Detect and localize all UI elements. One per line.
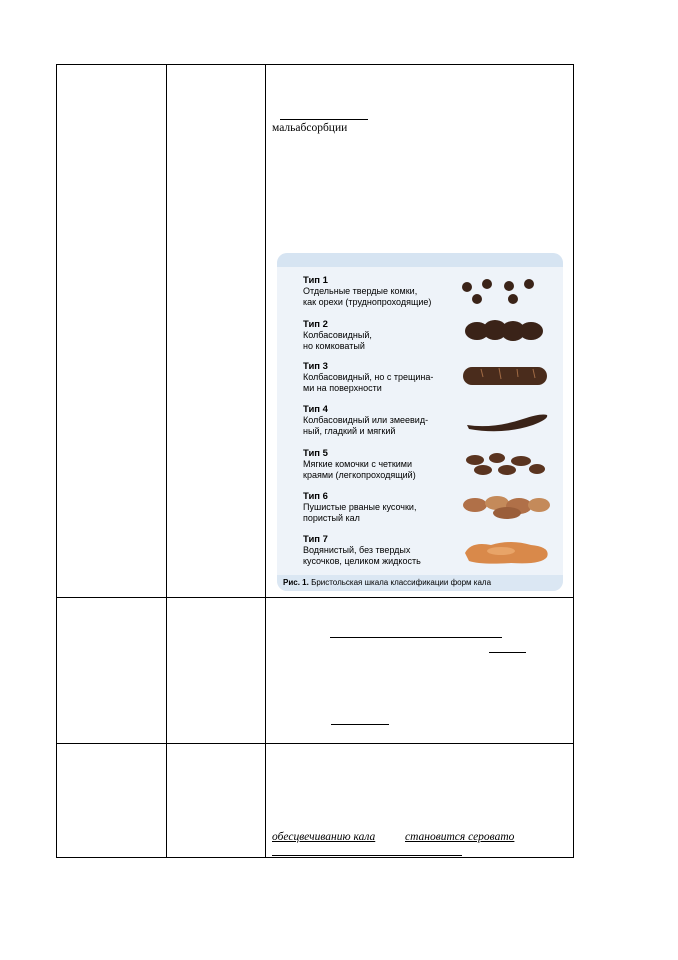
type-4-stool-image [463, 407, 553, 433]
type-1-title: Тип 1 [303, 275, 328, 286]
blank-underline [280, 119, 368, 120]
type-4-desc-line2: ный, гладкий и мягкий [303, 426, 396, 436]
table-row-divider-2 [56, 743, 574, 744]
type-7-item [303, 534, 473, 567]
type-2-desc-line2: но комковатый [303, 341, 365, 351]
type-7-stool-image [461, 537, 553, 567]
table-border-top [56, 64, 574, 65]
table-row-divider-1 [56, 597, 574, 598]
type-3-title: Тип 3 [303, 361, 328, 372]
type-3-stool-image [461, 363, 551, 389]
blank-underline [330, 637, 502, 638]
type-5-title: Тип 5 [303, 448, 328, 459]
type-4-item [303, 404, 473, 437]
table-border-bottom [56, 857, 574, 858]
type-4-desc-line1: Колбасовидный или змеевид- [303, 415, 429, 425]
type-5-desc-line1: Мягкие комочки с четкими [303, 459, 413, 469]
type-6-title: Тип 6 [303, 491, 328, 502]
type-1-desc-line1: Отдельные твердые комки, [303, 286, 418, 296]
type-6-desc-line1: Пушистые рваные кусочки, [303, 502, 417, 512]
type-7-title: Тип 7 [303, 534, 328, 545]
blank-underline [272, 855, 462, 856]
malabsorption-text: мальабсорбции [272, 122, 348, 134]
type-3-desc-line2: ми на поверхности [303, 383, 382, 393]
figure-header-band [277, 253, 563, 267]
blank-underline [331, 724, 389, 725]
table-column-divider-2 [265, 64, 266, 858]
blank-underline [489, 652, 526, 653]
type-2-desc-line1: Колбасовидный, [303, 330, 372, 340]
type-1-stool-image [457, 277, 547, 307]
type-2-stool-image [463, 319, 547, 343]
figure-caption-text: Бристольская шкала классификации форм кала [311, 578, 492, 587]
type-3-item [303, 361, 473, 394]
type-6-item [303, 491, 473, 524]
figure-caption [277, 575, 563, 591]
table-border-right [573, 64, 574, 858]
type-6-desc-line2: пористый кал [303, 513, 360, 523]
phrase-discoloration: обесцвечиванию кала [272, 831, 376, 843]
type-7-desc-line1: Водянистый, без твердых [303, 545, 411, 555]
type-2-item [303, 319, 473, 352]
type-4-title: Тип 4 [303, 404, 328, 415]
bristol-stool-chart [277, 253, 563, 591]
type-1-item [303, 275, 473, 308]
type-1-desc-line2: как орехи (труднопроходящие) [303, 297, 432, 307]
type-6-stool-image [461, 493, 553, 521]
figure-caption-label: Рис. 1. [283, 578, 309, 587]
type-5-desc-line2: краями (легкопроходящий) [303, 470, 416, 480]
type-5-item [303, 448, 473, 481]
type-3-desc-line1: Колбасовидный, но с трещина- [303, 372, 434, 382]
table-column-divider-1 [166, 64, 167, 858]
type-5-stool-image [463, 451, 553, 477]
phrase-grayish: становится серовато [405, 831, 515, 843]
type-7-desc-line2: кусочков, целиком жидкость [303, 556, 421, 566]
type-2-title: Тип 2 [303, 319, 328, 330]
table-border-left [56, 64, 57, 858]
